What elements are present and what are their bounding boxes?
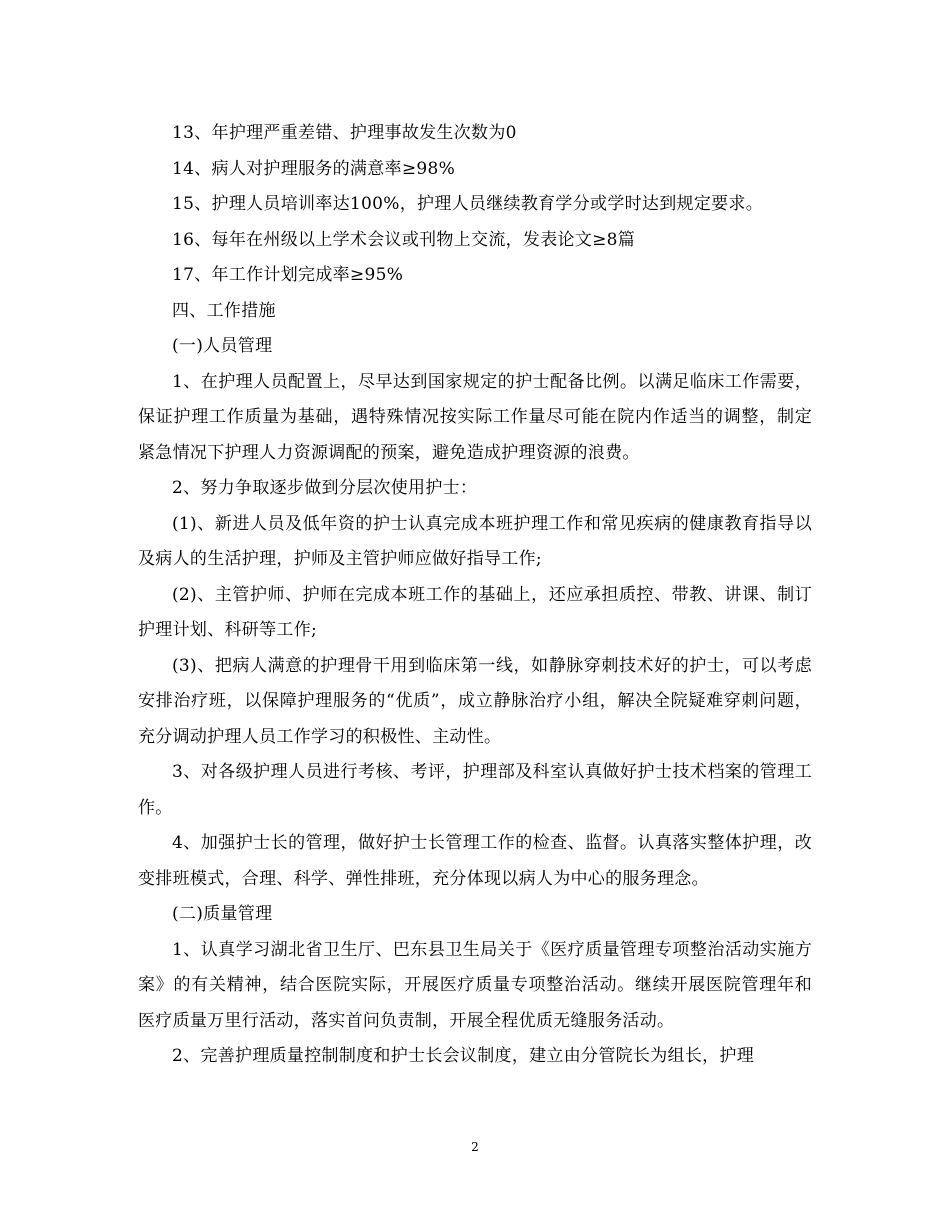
paragraph-tier-3: (3)、把病人满意的护理骨干用到临床第一线，如静脉穿刺技术好的护士，可以考虑安排治疗班，以保障护理服务的“优质”，成立静脉治疗小组，解决全院疑难穿刺问题，充分调动护理人员工作学习的积极性、主动性。: [138, 655, 812, 747]
paragraph-item-13: 13、年护理严重差错、护理事故发生次数为0: [172, 123, 517, 143]
paragraph-tier-1: (1)、新进人员及低年资的护士认真完成本班护理工作和常见疾病的健康教育指导以及病人的生活护理，护师及主管护师应做好指导工作;: [138, 513, 812, 569]
paragraph-item-17: 17、年工作计划完成率≥95%: [172, 265, 404, 285]
paragraph-staffing-ratio: 1、在护理人员配置上，尽早达到国家规定的护士配备比例。以满足临床工作需要，保证护理工作质量为基础，遇特殊情况按实际工作量尽可能在院内作适当的调整，制定紧急情况下护理人力资源调配的预案，避免造成护理资源的浪费。: [138, 371, 812, 463]
paragraph-quality-study: 1、认真学习湖北省卫生厅、巴东县卫生局关于《医疗质量管理专项整治活动实施方案》的有关精神，结合医院实际，开展医疗质量专项整治活动。继续开展医院管理年和医疗质量万里行活动，落实首问负责制，开展全程优质无缝服务活动。: [138, 939, 812, 1031]
section-heading-work-measures: 四、工作措施: [172, 300, 276, 321]
paragraph-quality-control: 2、完善护理质量控制制度和护士长会议制度，建立由分管院长为组长，护理: [172, 1046, 755, 1066]
paragraph-tiered-nurses: 2、努力争取逐步做到分层次使用护士：: [172, 478, 478, 498]
subsection-heading-personnel: (一)人员管理: [172, 336, 273, 356]
paragraph-head-nurse-management: 4、加强护士长的管理，做好护士长管理工作的检查、监督。认真落实整体护理，改变排班模式，合理、科学、弹性排班，充分体现以病人为中心的服务理念。: [138, 833, 812, 889]
paragraph-tier-2: (2)、主管护师、护师在完成本班工作的基础上，还应承担质控、带教、讲课、制订护理计划、科研等工作;: [138, 584, 812, 640]
paragraph-item-16: 16、每年在州级以上学术会议或刊物上交流，发表论文≥8篇: [172, 229, 636, 250]
page-number: 2: [471, 1140, 479, 1154]
subsection-heading-quality: (二)质量管理: [172, 904, 273, 924]
paragraph-item-14: 14、病人对护理服务的满意率≥98%: [172, 158, 456, 179]
document-body: [138, 116, 812, 1075]
paragraph-item-15: 15、护理人员培训率达100%，护理人员继续教育学分或学时达到规定要求。: [172, 194, 764, 214]
paragraph-assessment: 3、对各级护理人员进行考核、考评，护理部及科室认真做好护士技术档案的管理工作。: [138, 762, 812, 818]
